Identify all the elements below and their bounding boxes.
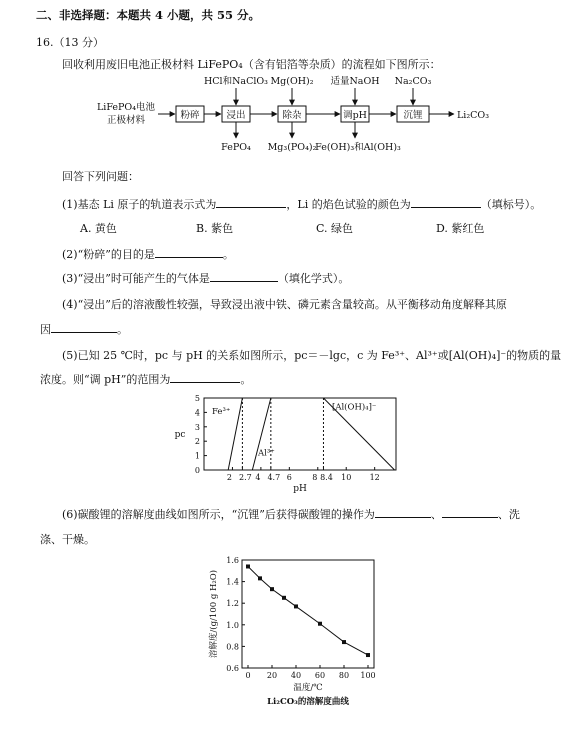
flow-start-label: 正极材料: [106, 115, 146, 126]
series-line: [248, 566, 368, 655]
option-b[interactable]: B. 紫色: [196, 222, 234, 235]
x-axis-label: pH: [293, 484, 307, 494]
y-tick-label: 0.8: [226, 642, 239, 652]
reagent-label: Na₂CO₃: [394, 76, 432, 87]
solubility-chart: [200, 552, 400, 712]
x-tick-label: 60: [314, 671, 326, 680]
reagent-label: 适量NaOH: [330, 76, 380, 87]
reagent-label: Mg(OH)₂: [270, 76, 314, 87]
series-label-aloh4: [Al(OH)₄]⁻: [332, 402, 377, 413]
data-point: [258, 576, 262, 580]
series-label-fe: Fe³⁺: [212, 406, 231, 417]
y-tick-label: 1.6: [226, 556, 239, 565]
answer-blank[interactable]: [170, 373, 240, 383]
byproduct-label: Fe(OH)₃和Al(OH)₃: [315, 142, 401, 153]
x-tick-label: 2: [226, 473, 232, 482]
x-tick-label: 4: [255, 473, 261, 482]
data-point: [294, 604, 298, 608]
step-label: 沉锂: [403, 110, 423, 121]
x-tick-label: 40: [290, 671, 302, 680]
plot-frame: [242, 560, 374, 668]
question-intro: 回收利用废旧电池正极材料 LiFePO₄（含有铝箔等杂质）的流程如下图所示：: [62, 58, 441, 71]
q5-text: (5)已知 25 ℃时，pc 与 pH 的关系如图所示，pc＝－lgc，c 为 Fe³⁺、Al³⁺或[Al(OH)₄]⁻的物质的量: [62, 349, 562, 362]
step-label: 粉碎: [180, 110, 200, 121]
y-tick-label: 1: [194, 451, 200, 461]
pc-ph-chart: [170, 390, 410, 502]
option-c[interactable]: C. 绿色: [316, 222, 354, 235]
answer-blank[interactable]: [442, 508, 498, 518]
q1-text: (1)基态 Li 原子的轨道表示式为 ，Li 的焰色试验的颜色为 （填标号）。: [62, 198, 542, 211]
option-d[interactable]: D. 紫红色: [436, 222, 485, 235]
data-point: [270, 587, 274, 591]
data-point: [282, 596, 286, 600]
x-tick-label: 0: [245, 671, 251, 680]
y-tick-label: 4: [194, 408, 200, 418]
q6-text: (6)碳酸锂的溶解度曲线如图所示，“沉锂”后获得碳酸锂的操作为 、 、洗: [62, 508, 520, 521]
step-label: 除杂: [282, 110, 302, 121]
y-tick-label: 5: [194, 394, 200, 403]
x-tick-label: 2.7: [239, 473, 252, 482]
step-label: 浸出: [226, 110, 246, 121]
q4-text: (4)“浸出”后的溶液酸性较强，导致浸出液中铁、磷元素含量较高。从平衡移动角度解释其原: [62, 298, 507, 311]
option-a[interactable]: A. 黄色: [80, 222, 117, 235]
process-flow-diagram: [0, 72, 562, 162]
byproduct-label: Mg₃(PO₄)₂: [267, 142, 317, 153]
answer-blank[interactable]: [375, 508, 431, 518]
x-tick-label: 10: [341, 473, 352, 482]
answer-blank[interactable]: [155, 248, 223, 258]
x-tick-label: 6: [286, 473, 292, 482]
data-point: [366, 653, 370, 657]
chart-title: Li₂CO₃的溶解度曲线: [267, 697, 349, 707]
q4-text-cont: 因 。: [40, 323, 128, 336]
flow-start-label: LiFePO₄电池: [96, 102, 156, 113]
step-label: 调pH: [343, 110, 367, 121]
data-point: [246, 564, 250, 568]
y-axis-label: 溶解度/(g/100 g H₂O): [209, 569, 219, 659]
answer-blank[interactable]: [216, 198, 286, 208]
y-tick-label: 1.0: [226, 620, 239, 630]
x-tick-label: 80: [338, 671, 350, 680]
answer-blank[interactable]: [210, 272, 278, 282]
answer-blank[interactable]: [51, 323, 117, 333]
x-tick-label: 12: [369, 473, 380, 482]
x-tick-label: 4.7: [267, 473, 281, 482]
answer-blank[interactable]: [411, 198, 481, 208]
y-tick-label: 2: [194, 437, 200, 447]
prompt-text: 回答下列问题：: [62, 170, 139, 183]
x-tick-label: 100: [360, 671, 376, 680]
series-line: [252, 398, 270, 470]
y-tick-label: 3: [194, 422, 200, 432]
question-number: 16.（13 分）: [36, 36, 104, 49]
x-tick-label: 20: [266, 671, 278, 680]
section-header: 二、非选择题：本题共 4 小题，共 55 分。: [36, 8, 261, 22]
q2-text: (2)“粉碎”的目的是 。: [62, 248, 234, 261]
y-tick-label: 0.6: [226, 664, 239, 673]
q3-text: (3)“浸出”时可能产生的气体是 （填化学式）。: [62, 272, 350, 285]
q5-text-cont: 浓度。则“调 pH”的范围为 。: [40, 373, 252, 386]
x-tick-label: 8: [312, 473, 318, 482]
x-axis-label: 温度/℃: [293, 683, 323, 693]
data-point: [342, 640, 346, 644]
y-tick-label: 0: [194, 466, 200, 475]
y-tick-label: 1.4: [226, 577, 239, 587]
x-tick-label: 8.4: [320, 473, 333, 482]
q6-text-cont: 涤、干燥。: [40, 533, 95, 546]
series-label-al: Al³⁺: [258, 448, 275, 459]
y-tick-label: 1.2: [226, 599, 239, 609]
reagent-label: HCl和NaClO₃: [204, 76, 268, 87]
byproduct-label: FePO₄: [221, 142, 251, 153]
flow-product: Li₂CO₃: [457, 110, 490, 121]
data-point: [318, 622, 322, 626]
y-axis-label: pc: [174, 430, 186, 440]
